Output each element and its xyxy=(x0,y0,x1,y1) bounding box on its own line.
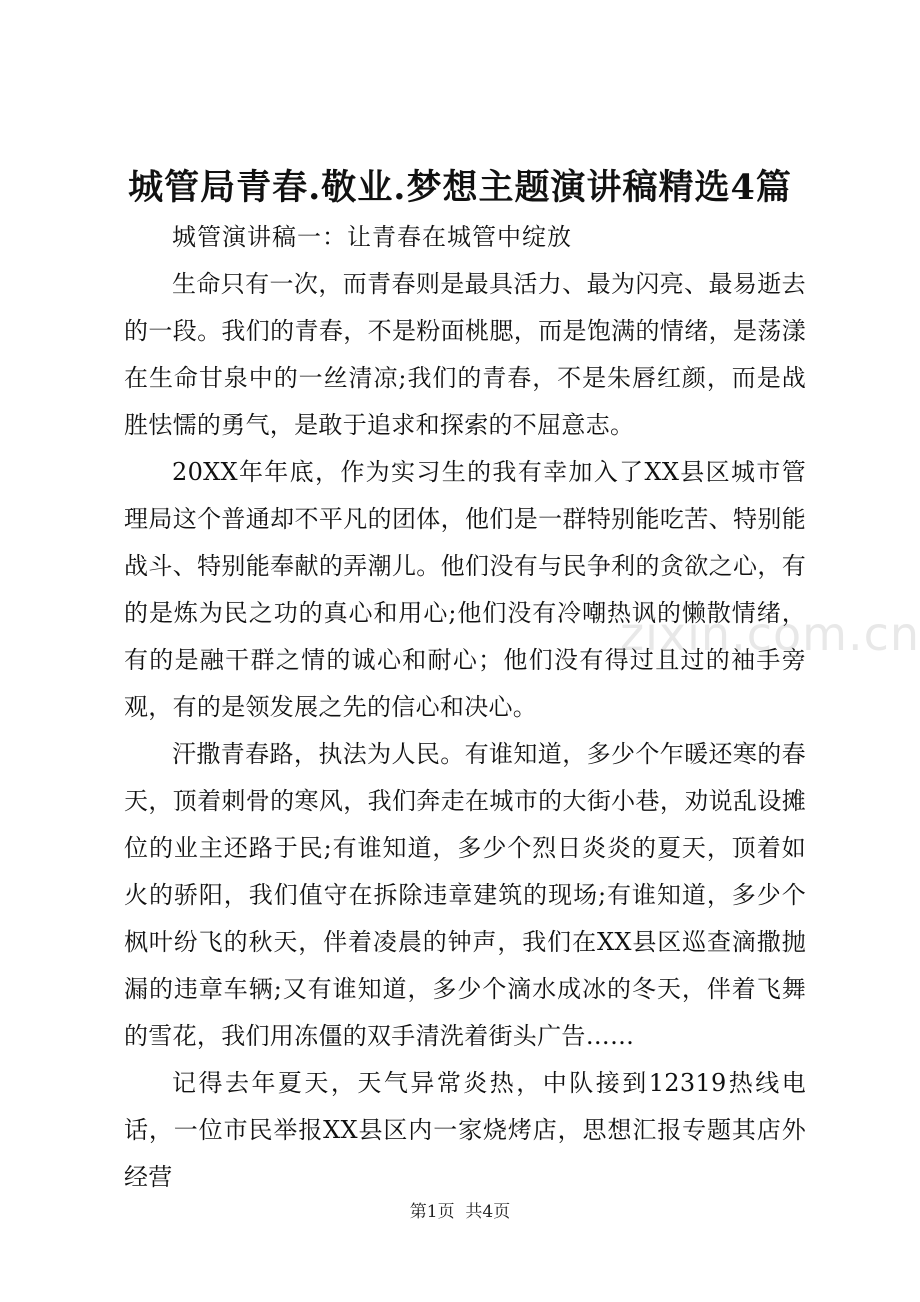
paragraph-2: 20XX年年底，作为实习生的我有幸加入了XX县区城市管理局这个普通却不平凡的团体，他们是一群特别能吃苦、特别能战斗、特别能奉献的弄潮儿。他们没有与民争利的贪欲之心，有的是炼为民之功的真心和用心;他们没有冷嘲热讽的懒散情绪，有的是融干群之情的诚心和耐心；他们没有得过且过的袖手旁观，有的是领发展之先的信心和决心。 xyxy=(124,458,806,721)
watermark: zixin.com.cn xyxy=(620,607,920,661)
paragraph-4: 记得去年夏天，天气异常炎热，中队接到12319热线电话，一位市民举报XX县区内一家烧烤店，思想汇报专题其店外经营 xyxy=(124,1069,806,1191)
paragraph-1: 生命只有一次，而青春则是最具活力、最为闪亮、最易逝去的一段。我们的青春，不是粉面桃腮，而是饱满的情绪，是荡漾在生命甘泉中的一丝清凉;我们的青春，不是朱唇红颜，而是战胜怯懦的勇气，是敢于追求和探索的不屈意志。 xyxy=(124,270,806,439)
paragraph-3: 汗撒青春路，执法为人民。有谁知道，多少个乍暖还寒的春天，顶着刺骨的寒风，我们奔走在城市的大街小巷，劝说乱设摊位的业主还路于民;有谁知道，多少个烈日炎炎的夏天，顶着如火的骄阳，我们值守在拆除违章建筑的现场;有谁知道，多少个枫叶纷飞的秋天，伴着凌晨的钟声，我们在XX县区巡查滴撒抛漏的违章车辆;又有谁知道，多少个滴水成冰的冬天，伴着飞舞的雪花，我们用冻僵的双手清洗着街头广告…… xyxy=(124,740,806,1050)
page-footer xyxy=(0,1200,920,1224)
document-title: 城管局青春.敬业.梦想主题演讲稿精选4篇 xyxy=(128,167,792,208)
page-number: 第1页 xyxy=(409,1202,455,1222)
page-total: 共4页 xyxy=(465,1202,511,1222)
section-subheading: 城管演讲稿一：让青春在城管中绽放 xyxy=(172,223,572,251)
document-body xyxy=(124,214,806,1201)
